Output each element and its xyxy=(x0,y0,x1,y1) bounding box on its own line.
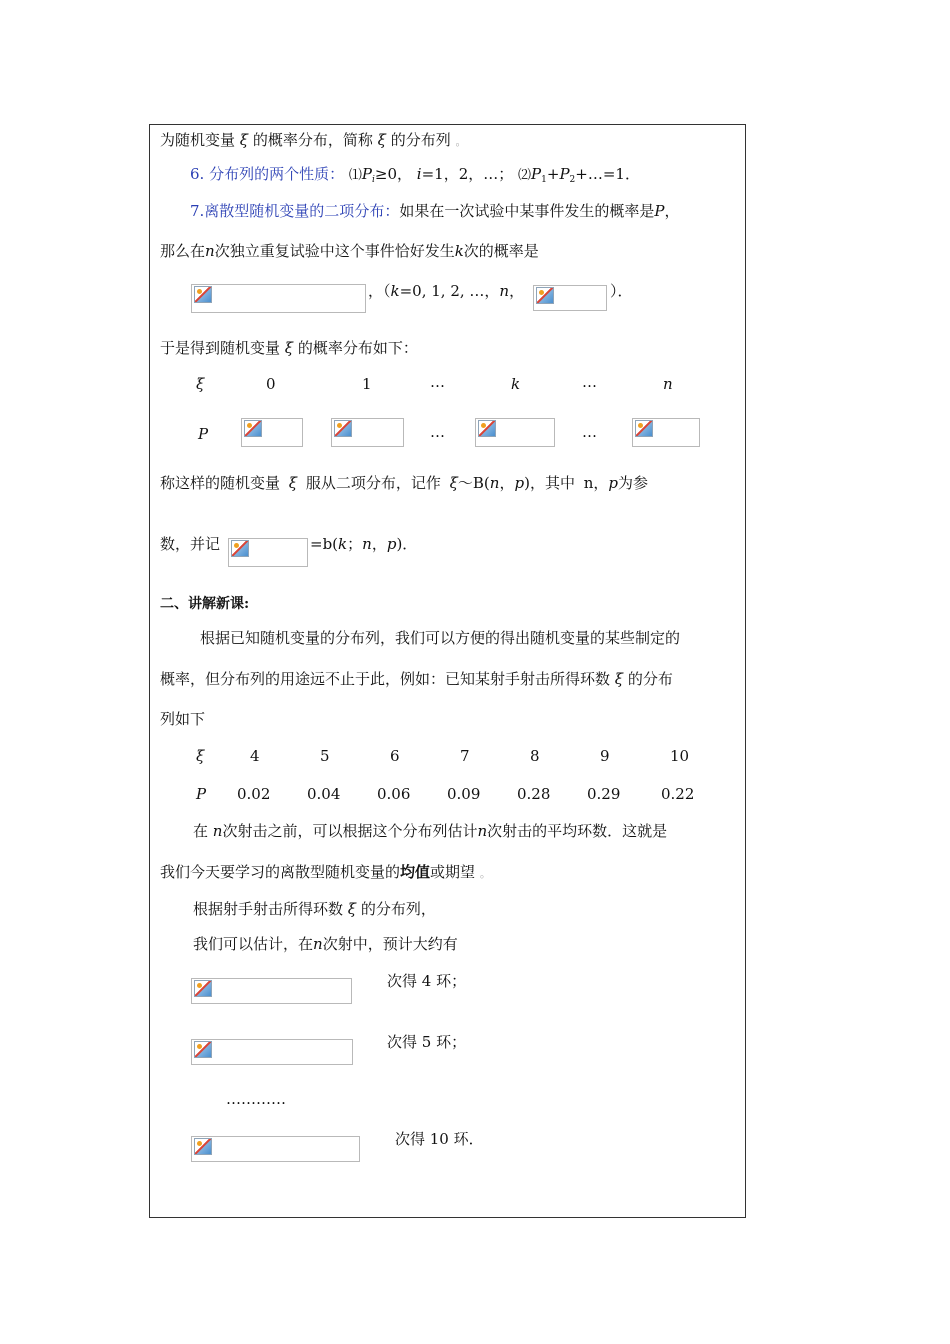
n-symbol: n xyxy=(489,474,500,492)
table-cell: 0.29 xyxy=(587,785,621,803)
xi-symbol: ξ xyxy=(614,670,624,688)
text: 的分布列， xyxy=(360,900,436,918)
text: ， xyxy=(499,474,515,492)
broken-image-icon xyxy=(635,420,653,437)
table-cell-ellipsis: … xyxy=(430,423,445,441)
formula-image xyxy=(632,418,700,447)
table-header-xi: ξ xyxy=(196,747,205,765)
xi-symbol: ξ xyxy=(377,131,386,149)
text: ， xyxy=(664,202,680,220)
estimate-4: 次得 4 环； xyxy=(387,972,467,990)
table-cell-k: k xyxy=(511,375,521,393)
text: ⑵ xyxy=(518,168,532,183)
text: 的分布列 xyxy=(390,131,451,149)
end-dot: 。 xyxy=(479,867,491,880)
broken-image-icon xyxy=(478,420,496,437)
text: 我们今天要学习的离散型随机变量的 xyxy=(160,863,401,881)
xi-symbol: ξ xyxy=(449,474,458,492)
text: 或期望 xyxy=(430,863,476,881)
broken-image-icon xyxy=(194,980,212,997)
line-dist-intro xyxy=(160,338,418,358)
ellipsis-dots: ………… xyxy=(226,1090,286,1108)
mean-term: 均值 xyxy=(400,863,431,881)
text: 在 xyxy=(193,822,209,840)
text: 的概率分布如下： xyxy=(297,339,418,357)
formula-image xyxy=(191,1039,353,1065)
sub-i: i xyxy=(371,175,375,185)
text: 如果在一次试验中某事件发生的概率是 xyxy=(399,202,655,220)
properties-label: 6. 分布列的两个性质： xyxy=(190,165,345,183)
text: ， xyxy=(371,535,387,553)
table-cell-0: 0 xyxy=(266,375,276,393)
text: +…=1． xyxy=(575,165,640,183)
sub-2: 2 xyxy=(569,175,576,185)
sub-1: 1 xyxy=(541,175,547,185)
text: )． xyxy=(396,535,418,553)
p-symbol: P xyxy=(559,165,570,183)
broken-image-icon xyxy=(194,286,212,303)
text: ⑴ xyxy=(348,168,362,183)
broken-image-icon xyxy=(231,540,249,557)
table-cell: 0.02 xyxy=(237,785,271,803)
formula-image xyxy=(228,538,308,567)
table-cell: 6 xyxy=(390,747,400,765)
table-header-p: P xyxy=(198,425,209,443)
text: 次射击之前，可以根据这个分布列估计 xyxy=(222,822,478,840)
text: ≥0， xyxy=(374,165,412,183)
table-cell: 10 xyxy=(670,747,690,765)
line-properties xyxy=(190,164,640,190)
text: ）． xyxy=(610,282,633,300)
text: 的分布 xyxy=(627,670,673,688)
i-symbol: i xyxy=(416,165,422,183)
xi-symbol: ξ xyxy=(288,474,298,492)
n-symbol: n xyxy=(499,282,510,300)
n-symbol: n xyxy=(212,822,223,840)
text: 次独立重复试验中这个事件恰好发生 xyxy=(214,242,455,260)
text: 概率，但分布列的用途远不止于此，例如：已知某射手射击所得环数 xyxy=(160,670,611,688)
table-cell-n: n xyxy=(663,375,673,393)
line-binomial xyxy=(190,201,679,221)
table-cell: 4 xyxy=(250,747,260,765)
section-heading: 二、讲解新课: xyxy=(160,596,250,612)
formula-image xyxy=(241,418,303,447)
line-k-range xyxy=(368,281,524,301)
formula-image xyxy=(533,285,607,311)
text: + xyxy=(546,165,560,183)
text: 次射击的平均环数．这就是 xyxy=(487,822,668,840)
table-cell-ellipsis: … xyxy=(582,373,597,391)
text: 那么在 xyxy=(160,242,206,260)
line-call-binomial: 称这样的随机变量 ξ 服从二项分布，记作 ξ～B(n，p)，其中 n，p为参 xyxy=(160,474,648,492)
formula-image xyxy=(331,418,404,447)
binomial-label: 7.离散型随机变量的二项分布： xyxy=(190,202,400,220)
table-cell-1: 1 xyxy=(362,375,372,393)
formula-image xyxy=(475,418,555,447)
n-symbol: n xyxy=(362,535,372,553)
text: 数，并记 xyxy=(160,535,221,553)
table-cell-ellipsis: … xyxy=(582,423,597,441)
table-cell: 0.04 xyxy=(307,785,341,803)
text: 根据射手射击所得环数 xyxy=(193,900,344,918)
broken-image-icon xyxy=(194,1138,212,1155)
table-cell: 8 xyxy=(530,747,540,765)
table-header-xi: ξ xyxy=(196,375,205,393)
xi-symbol: ξ xyxy=(347,900,357,918)
table-cell: 0.06 xyxy=(377,785,411,803)
estimate-5: 次得 5 环； xyxy=(387,1033,467,1051)
table-cell-ellipsis: … xyxy=(430,373,445,391)
table-cell: 9 xyxy=(600,747,610,765)
broken-image-icon xyxy=(194,1041,212,1058)
paragraph-line: 列如下 xyxy=(160,710,206,728)
broken-image-icon xyxy=(334,420,352,437)
text: ； xyxy=(347,535,363,553)
paragraph-line xyxy=(193,899,436,919)
table-cell: 0.22 xyxy=(661,785,695,803)
text: 为随机变量 xyxy=(160,131,236,149)
p-symbol: P xyxy=(361,165,372,183)
n-symbol: n xyxy=(205,242,215,260)
text: =1，2，…； xyxy=(421,165,514,183)
xi-symbol: ξ xyxy=(284,339,294,357)
n-symbol: n xyxy=(477,822,488,840)
line-dist-def xyxy=(160,130,466,152)
text: ， xyxy=(509,282,525,300)
k-symbol: k xyxy=(390,282,400,300)
text: ～B( xyxy=(457,474,490,492)
text: 服从二项分布，记作 xyxy=(305,474,441,492)
k-symbol: k xyxy=(454,242,464,260)
text: 于是得到随机变量 xyxy=(160,339,281,357)
n-symbol: n xyxy=(313,935,323,953)
broken-image-icon xyxy=(536,287,554,304)
table-cell: 0.09 xyxy=(447,785,481,803)
text: 的概率分布，简称 xyxy=(252,131,373,149)
text: ，（ xyxy=(368,282,391,300)
text: 称这样的随机变量 xyxy=(160,474,281,492)
paragraph-line xyxy=(160,669,673,689)
p-symbol: P xyxy=(654,202,665,220)
table-header-p: P xyxy=(196,785,207,803)
formula-image xyxy=(191,978,352,1004)
paragraph-line: 根据已知随机变量的分布列，我们可以方便的得出随机变量的某些制定的 xyxy=(200,629,681,647)
end-dot: 。 xyxy=(455,135,467,148)
paragraph-line xyxy=(160,862,491,884)
k-symbol: k xyxy=(338,535,348,553)
line-b-notation: =b(k；n，p)． xyxy=(310,535,418,553)
text: 次的概率是 xyxy=(463,242,539,260)
text: 次射中，预计大约有 xyxy=(322,935,458,953)
formula-image xyxy=(191,1136,360,1162)
estimate-10: 次得 10 环． xyxy=(395,1130,484,1148)
paragraph-line xyxy=(193,821,667,841)
text: )，其中 n， xyxy=(524,474,609,492)
text: 我们可以估计，在 xyxy=(193,935,314,953)
line-n-trials xyxy=(160,241,539,261)
text: =b( xyxy=(310,535,339,553)
paragraph-line xyxy=(193,934,458,954)
formula-image xyxy=(191,284,366,313)
table-cell: 0.28 xyxy=(517,785,551,803)
xi-symbol: ξ xyxy=(239,131,249,149)
text: 为参 xyxy=(617,474,648,492)
text: =0, 1, 2, …， xyxy=(399,282,500,300)
table-cell: 5 xyxy=(320,747,330,765)
broken-image-icon xyxy=(244,420,262,437)
table-cell: 7 xyxy=(460,747,470,765)
p-symbol: P xyxy=(531,165,542,183)
